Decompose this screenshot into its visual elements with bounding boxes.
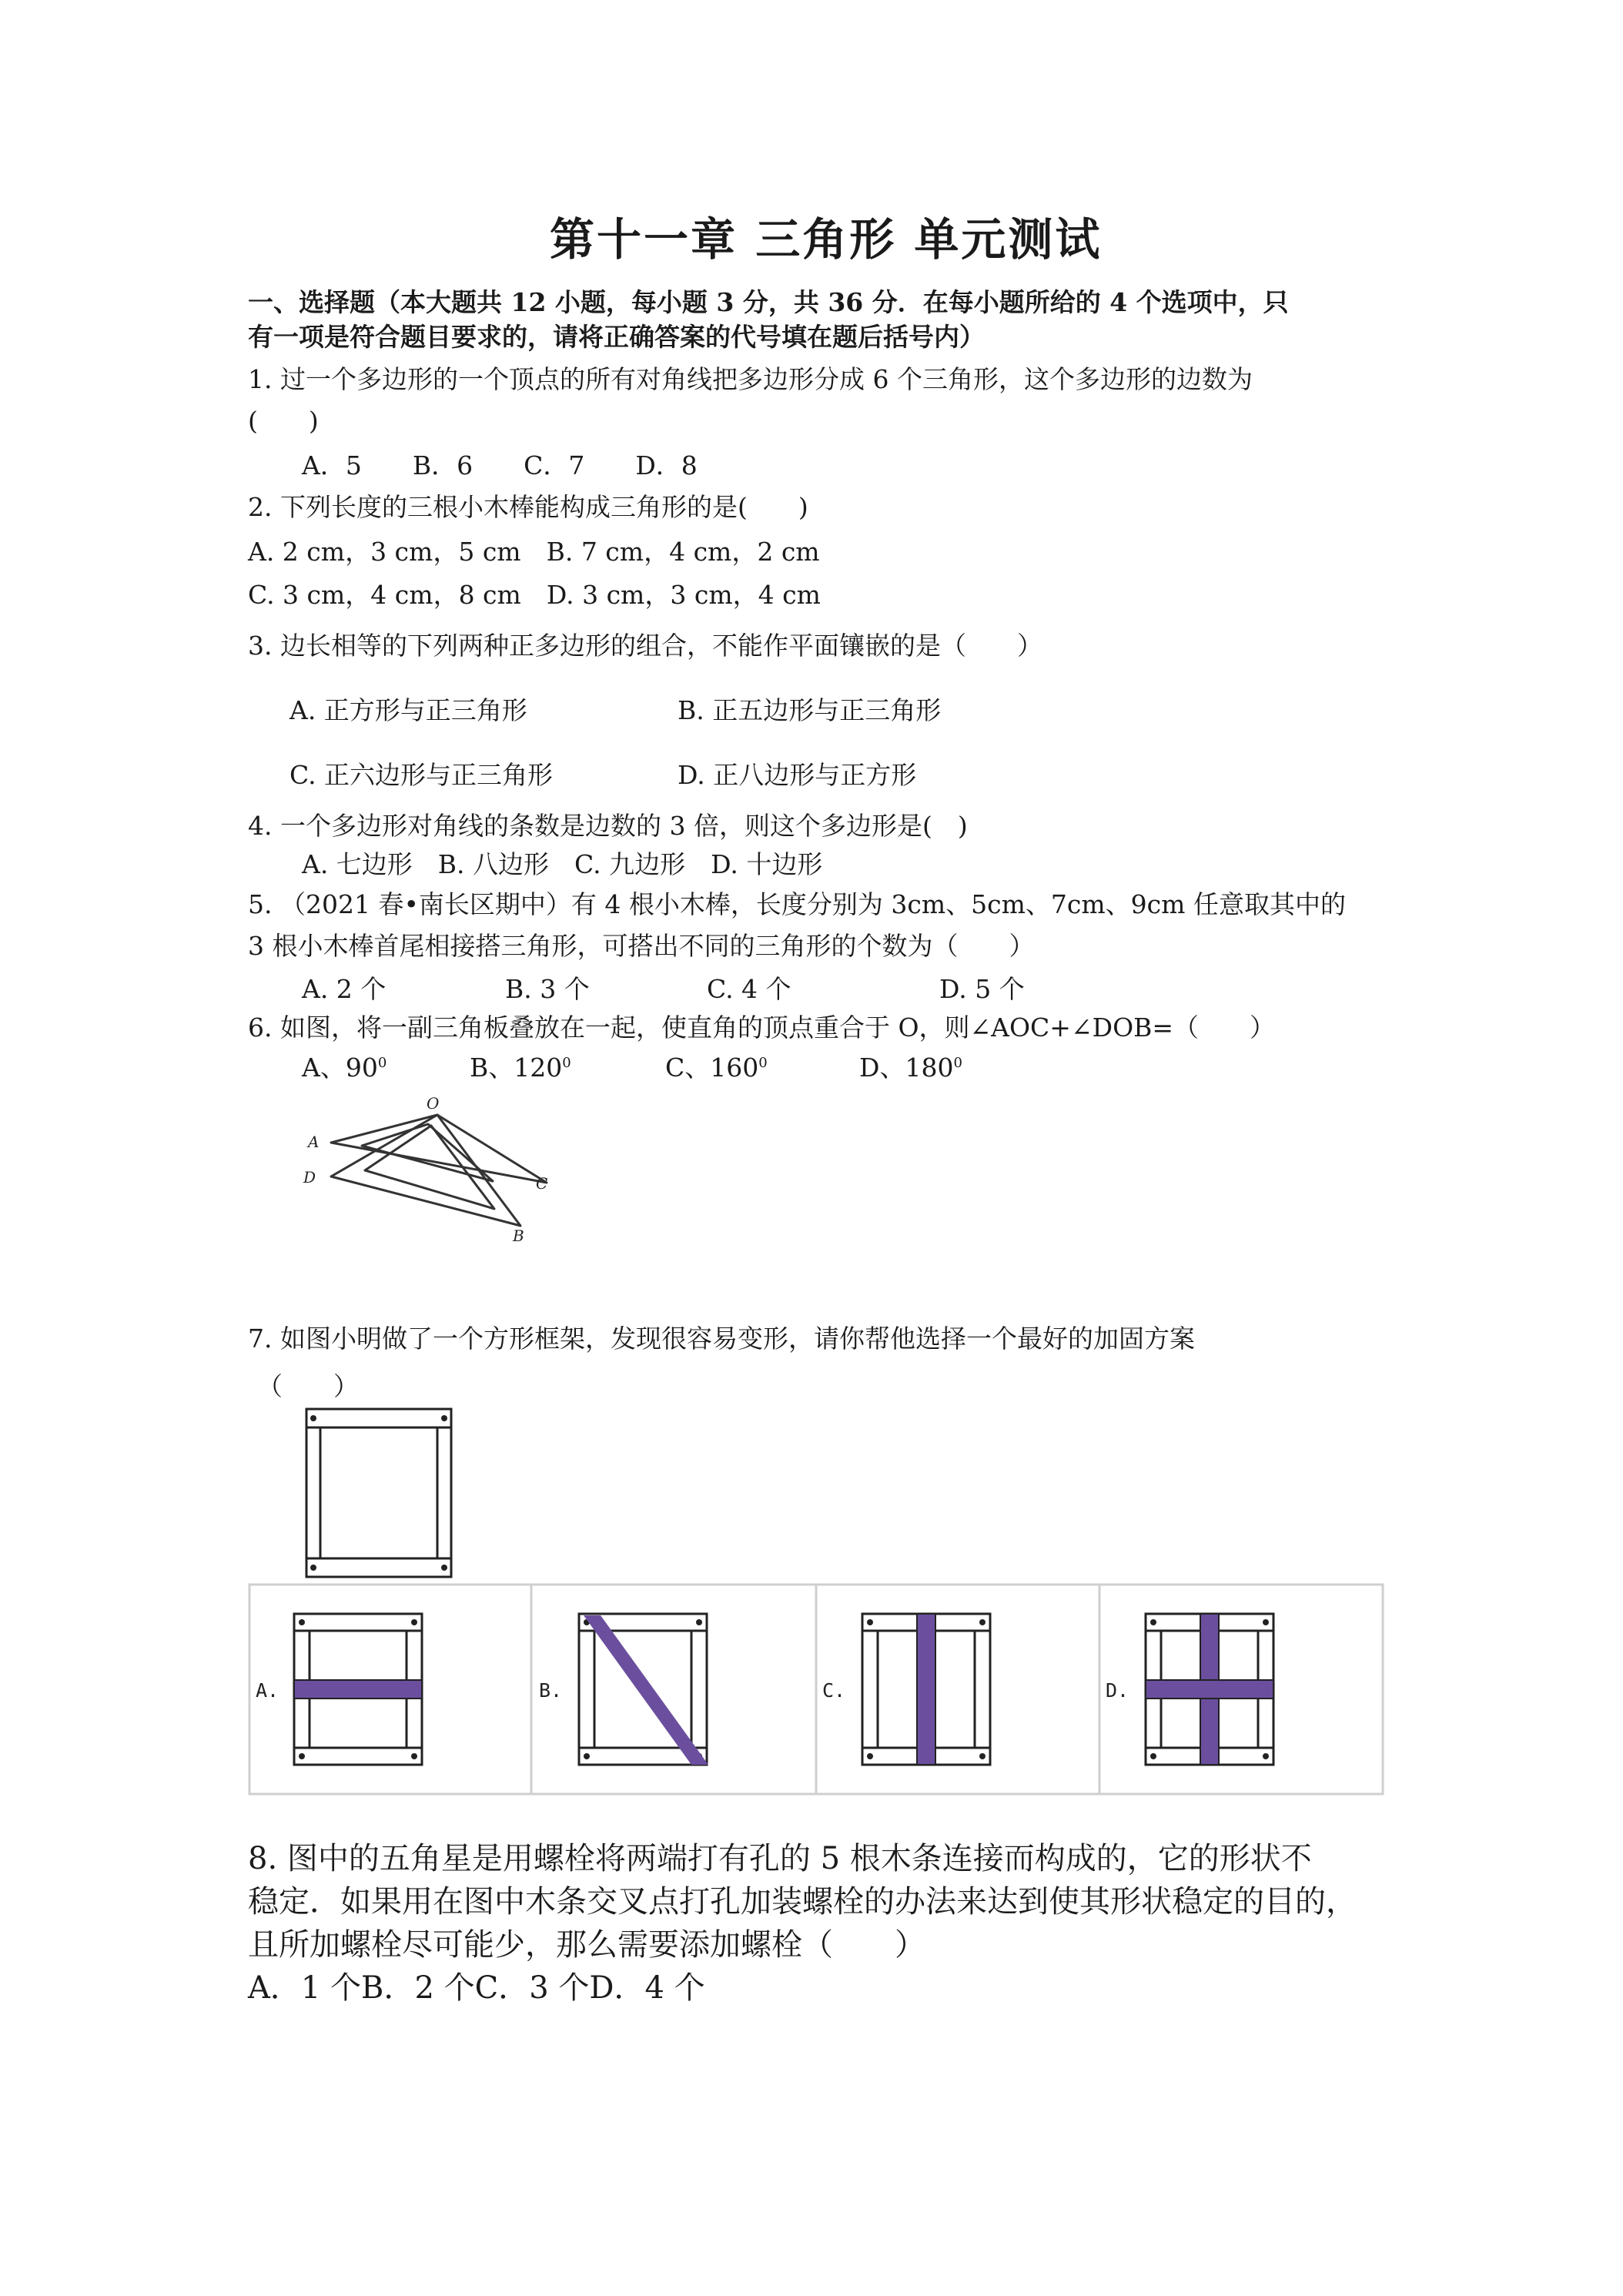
q7-option-a-figure — [256, 1614, 422, 1765]
q6-triangles-figure — [296, 1093, 565, 1247]
q7-option-c-label: C. — [822, 1679, 846, 1702]
q6-stem: 6. 如图，将一副三角板叠放在一起，使直角的顶点重合于 O，则∠AOC+∠DOB=（ ） — [248, 1012, 1276, 1043]
q7-answer-bracket: （ ） — [257, 1371, 359, 1401]
q6-option-a: A、$90^0$ — [302, 1053, 387, 1083]
q5-stem-line1: 5. （2021 春•南长区期中）有 4 根小木棒，长度分别为 3cm、5cm、7cm、9cm 任意取其中的 — [248, 889, 1346, 919]
q6-label-a: A — [308, 1133, 320, 1151]
q7-stem-line1: 7. 如图小明做了一个方形框架，发现很容易变形，请你帮他选择一个最好的加固方案 — [248, 1324, 1195, 1354]
q8-stem-line1: 8. 图中的五角星是用螺栓将两端打有孔的 5 根木条连接而构成的，它的形状不 — [248, 1841, 1312, 1876]
q6-label-o: O — [427, 1094, 440, 1113]
q1-answer-bracket: ( ) — [248, 406, 319, 436]
section-header-line1: 一、选择题（本大题共 12 小题，每小题 3 分，共 36 分．在每小题所给的 4 个选项中，只 — [248, 287, 1289, 317]
q3-option-d: D. 正八边形与正方形 — [678, 760, 917, 790]
q3-option-c: C. 正六边形与正三角形 — [289, 760, 554, 790]
q5-option-c: C. 4 个 — [707, 974, 791, 1004]
q5-option-a: A. 2 个 — [302, 974, 387, 1004]
q3-stem: 3. 边长相等的下列两种正多边形的组合，不能作平面镶嵌的是（ ） — [248, 631, 1042, 661]
q5-stem-line2: 3 根小木棒首尾相接搭三角形，可搭出不同的三角形的个数为（ ） — [248, 931, 1035, 961]
page-title: 第十一章 三角形 单元测试 — [550, 213, 1103, 266]
q4-stem: 4. 一个多边形对角线的条数是边数的 3 倍，则这个多边形是( ) — [248, 811, 968, 841]
q8-stem-line3: 且所加螺栓尽可能少，那么需要添加螺栓（ ） — [248, 1927, 925, 1963]
q7-option-d-label: D. — [1106, 1679, 1129, 1702]
q7-option-c-figure — [822, 1614, 990, 1765]
q6-label-c: C — [536, 1174, 548, 1193]
q7-option-b-figure — [539, 1614, 708, 1765]
q7-option-a-label: A. — [256, 1679, 279, 1702]
q3-option-b: B. 正五边形与正三角形 — [678, 695, 942, 725]
q2-options-line1: A. 2 cm，3 cm，5 cm B. 7 cm，4 cm，2 cm — [248, 537, 820, 567]
q6-label-d: D — [303, 1168, 316, 1186]
q7-option-b-label: B. — [539, 1679, 563, 1702]
q8-stem-line2: 稳定．如果用在图中木条交叉点打孔加装螺栓的办法来达到使其形状稳定的目的， — [248, 1884, 1357, 1919]
q7-square-frame-figure — [302, 1404, 456, 1581]
q3-option-a: A. 正方形与正三角形 — [289, 695, 527, 725]
q7-options-panel — [248, 1583, 1384, 1796]
q1-stem: 1. 过一个多边形的一个顶点的所有对角线把多边形分成 6 个三角形，这个多边形的边数为 — [248, 364, 1253, 394]
section-header-line2: 有一项是符合题目要求的，请将正确答案的代号填在题后括号内） — [248, 322, 985, 352]
q2-options-line2: C. 3 cm，4 cm，8 cm D. 3 cm，3 cm，4 cm — [248, 580, 821, 610]
q6-option-c: C、$160^0$ — [665, 1053, 768, 1083]
q8-options: A．1 个B．2 个C．3 个D．4 个 — [248, 1970, 705, 2006]
q1-options: A．5 B．6 C．7 D．8 — [302, 450, 698, 480]
q6-option-d: D、$180^0$ — [859, 1053, 962, 1083]
q6-option-b: B、$120^0$ — [470, 1053, 571, 1083]
q6-label-b: B — [513, 1227, 524, 1245]
q5-option-b: B. 3 个 — [505, 974, 590, 1004]
q2-stem: 2. 下列长度的三根小木棒能构成三角形的是( ) — [248, 492, 808, 522]
q7-option-d-figure — [1106, 1614, 1273, 1765]
q4-options: A. 七边形 B. 八边形 C. 九边形 D. 十边形 — [302, 849, 823, 879]
q5-option-d: D. 5 个 — [939, 974, 1025, 1004]
